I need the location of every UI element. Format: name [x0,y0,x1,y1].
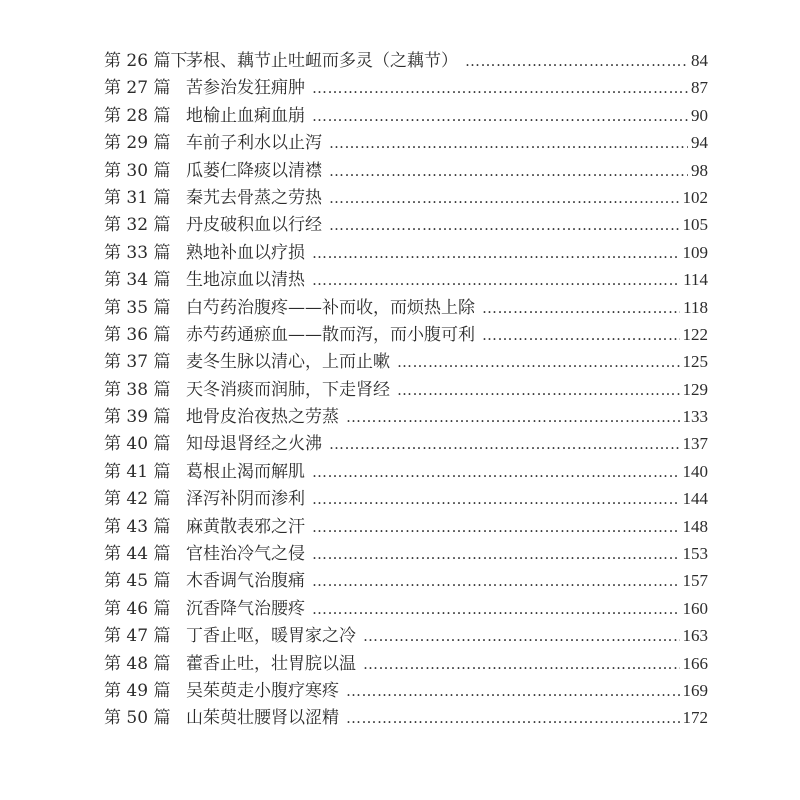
toc-entry-title: 知母退肾经之火沸 [186,434,322,455]
toc-entry [104,294,708,321]
toc-page-number: 87 [691,78,708,98]
toc-dot-leader [329,212,680,239]
toc-entry [104,567,708,594]
toc-dot-leader [312,103,688,130]
toc-entry [104,74,708,101]
toc-dot-leader [312,596,680,623]
toc-entry-title: 赤芍药通瘀血——散而泻，而小腹可利 [186,324,475,345]
toc-page-number: 172 [682,708,708,728]
toc-entry-title: 熟地补血以疗损 [186,242,305,263]
toc-page-number: 153 [682,544,708,564]
toc-dot-leader [465,48,688,75]
toc-entry [104,157,708,184]
toc-page-number: 125 [682,352,708,372]
toc-page-number: 166 [682,653,708,673]
toc-chapter-number: 第 48 篇 [104,653,171,674]
toc-entry-title: 麻黄散表邪之汗 [186,516,305,537]
toc-dot-leader [312,486,680,513]
toc-entry [104,129,708,156]
toc-entry-title: 吴茱萸走小腹疗寒疼 [186,680,339,701]
toc-entry-title: 沉香降气治腰疼 [186,598,305,619]
toc-entry-title: 地骨皮治夜热之劳蒸 [186,407,339,428]
toc-entry-title: 葛根止渴而解肌 [186,461,305,482]
toc-entry-title: 秦艽去骨蒸之劳热 [186,187,322,208]
toc-chapter-number: 第 29 篇 [104,133,171,154]
toc-entry-title: 官桂治冷气之侵 [186,544,305,565]
toc-entry-title: 车前子利水以止泻 [186,133,322,154]
toc-dot-leader [397,349,680,376]
toc-entry [104,403,708,430]
toc-page-number: 90 [691,105,708,125]
toc-dot-leader [312,459,680,486]
toc-page-number: 105 [682,215,708,235]
toc-chapter-number: 第 46 篇 [104,598,171,619]
toc-page-number: 163 [682,626,708,646]
toc-dot-leader [312,541,680,568]
toc-entry [104,458,708,485]
toc-chapter-number: 第 49 篇 [104,680,171,701]
table-of-contents [104,47,708,732]
toc-chapter-number: 第 36 篇 [104,324,171,345]
toc-page-number: 94 [691,133,708,153]
toc-chapter-number: 第 42 篇 [104,489,171,510]
toc-entry-title: 地榆止血痢血崩 [186,105,305,126]
toc-entry [104,485,708,512]
toc-entry [104,622,708,649]
toc-dot-leader [329,431,680,458]
toc-entry-title: 山茱萸壮腰肾以涩精 [186,708,339,729]
toc-page-number: 114 [683,270,708,290]
toc-entry-title: 苦参治发狂痈肿 [186,78,305,99]
toc-dot-leader [312,568,680,595]
toc-page-number: 144 [682,489,708,509]
toc-dot-leader [312,240,680,267]
toc-entry [104,211,708,238]
toc-chapter-number: 第 50 篇 [104,708,171,729]
toc-dot-leader [329,185,680,212]
toc-entry-title: 木香调气治腹痛 [186,571,305,592]
toc-entry [104,677,708,704]
toc-entry [104,595,708,622]
toc-entry-title: 泽泻补阴而渗利 [186,489,305,510]
toc-dot-leader [346,705,680,732]
toc-page-number: 118 [683,297,708,317]
toc-entry-title: 生地凉血以清热 [186,270,305,291]
toc-entry-title: 天冬消痰而润肺，下走肾经 [186,379,390,400]
toc-entry [104,513,708,540]
toc-chapter-number: 第 43 篇 [104,516,171,537]
toc-entry [104,376,708,403]
toc-dot-leader [312,514,680,541]
toc-entry [104,184,708,211]
toc-page-number: 102 [682,187,708,207]
toc-entry [104,650,708,677]
toc-dot-leader [346,404,680,431]
toc-chapter-number: 第 35 篇 [104,297,171,318]
toc-dot-leader [312,75,688,102]
toc-chapter-number: 第 44 篇 [104,544,171,565]
toc-page-number: 148 [682,516,708,536]
toc-page-number: 140 [682,461,708,481]
toc-entry [104,47,708,74]
toc-entry [104,348,708,375]
toc-entry-title: 瓜蒌仁降痰以清襟 [186,160,322,181]
toc-dot-leader [482,322,680,349]
toc-chapter-number: 第 37 篇 [104,352,171,373]
toc-chapter-number: 第 34 篇 [104,270,171,291]
toc-entry [104,239,708,266]
toc-entry-title: 丁香止呕，暖胃家之冷 [186,626,356,647]
toc-dot-leader [397,377,680,404]
toc-entry-title: 白芍药治腹疼——补而收，而烦热上除 [186,297,475,318]
toc-page-number: 109 [682,242,708,262]
toc-chapter-number: 第 41 篇 [104,461,171,482]
toc-page-number: 122 [682,324,708,344]
toc-entry [104,321,708,348]
toc-entry [104,704,708,731]
toc-page-number: 169 [682,680,708,700]
toc-entry [104,102,708,129]
toc-chapter-number: 第 33 篇 [104,242,171,263]
toc-chapter-number: 第 47 篇 [104,626,171,647]
toc-dot-leader [482,295,680,322]
toc-chapter-number: 第 38 篇 [104,379,171,400]
toc-entry-title: 麦冬生脉以清心，上而止嗽 [186,352,390,373]
toc-chapter-number: 第 31 篇 [104,187,171,208]
toc-page-number: 129 [682,379,708,399]
toc-page-number: 84 [691,51,708,70]
toc-entry [104,540,708,567]
toc-chapter-number: 第 28 篇 [104,105,171,126]
toc-chapter-number: 第 32 篇 [104,215,171,236]
toc-dot-leader [312,267,680,294]
toc-chapter-number: 第 30 篇 [104,160,171,181]
toc-chapter-number: 第 26 篇下 [104,51,188,71]
toc-dot-leader [329,130,688,157]
toc-dot-leader [363,623,680,650]
toc-page-number: 98 [691,160,708,180]
toc-chapter-number: 第 27 篇 [104,78,171,99]
toc-entry-title: 藿香止吐，壮胃脘以温 [186,653,356,674]
toc-page-number: 160 [682,598,708,618]
toc-dot-leader [363,651,680,678]
toc-entry [104,266,708,293]
toc-dot-leader [329,158,688,185]
toc-page-number: 157 [682,571,708,591]
toc-chapter-number: 第 45 篇 [104,571,171,592]
toc-page-number: 133 [682,407,708,427]
toc-dot-leader [346,678,680,705]
toc-page-number: 137 [682,434,708,454]
toc-chapter-number: 第 39 篇 [104,407,171,428]
toc-entry [104,430,708,457]
toc-entry-title: 丹皮破积血以行经 [186,215,322,236]
toc-entry-title: 茅根、藕节止吐衄而多灵（之藕节） [186,51,458,71]
toc-chapter-number: 第 40 篇 [104,434,171,455]
